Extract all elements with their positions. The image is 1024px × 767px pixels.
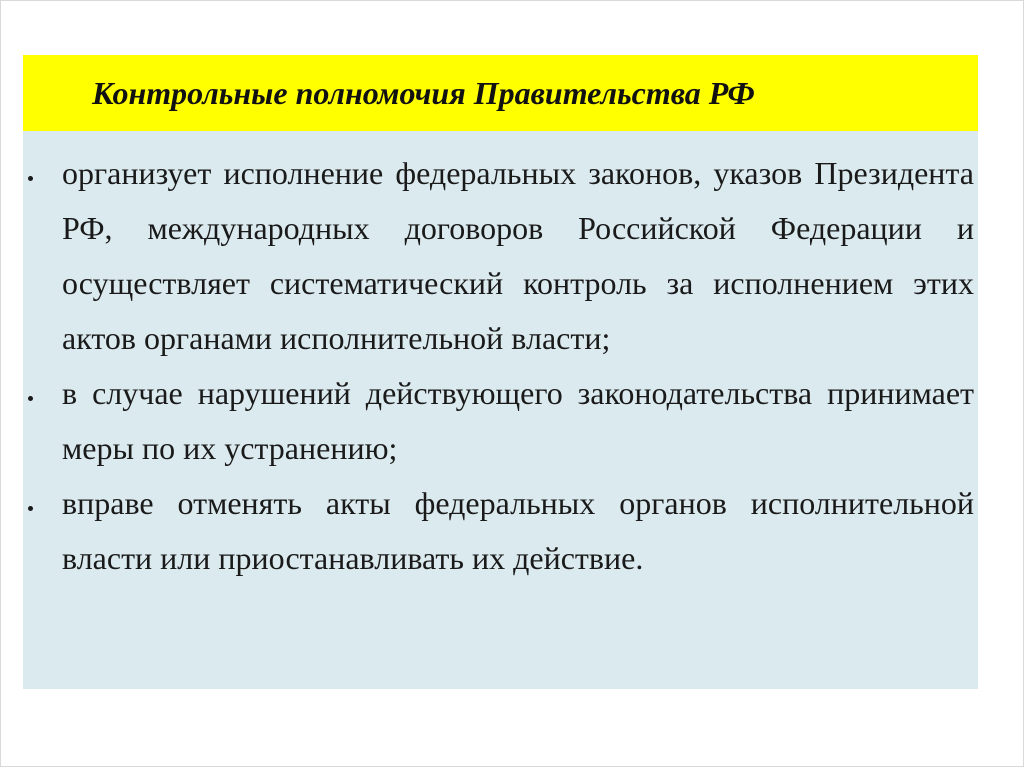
title-band xyxy=(23,55,978,131)
bullet-dot-icon xyxy=(28,396,33,401)
bullet-text: вправе отменять акты федеральных органов исполнительной власти или приостанавливать их действие. xyxy=(62,485,974,576)
bullet-item xyxy=(23,146,978,366)
content-panel xyxy=(23,131,978,689)
bullet-item xyxy=(23,366,978,476)
bullet-dot-icon xyxy=(28,506,33,511)
bullet-dot-icon xyxy=(28,176,33,181)
bullet-list xyxy=(23,146,978,586)
slide-title: Контрольные полномочия Правительства РФ xyxy=(92,74,755,111)
bullet-item xyxy=(23,476,978,586)
bullet-text: организует исполнение федеральных законов, указов Президента РФ, международных договоров Российской Федерации и осуществляет систематический контроль за исполнением этих актов органами исполнительной власти; xyxy=(62,155,974,356)
bullet-text: в случае нарушений действующего законодательства принимает меры по их устранению; xyxy=(62,375,974,466)
